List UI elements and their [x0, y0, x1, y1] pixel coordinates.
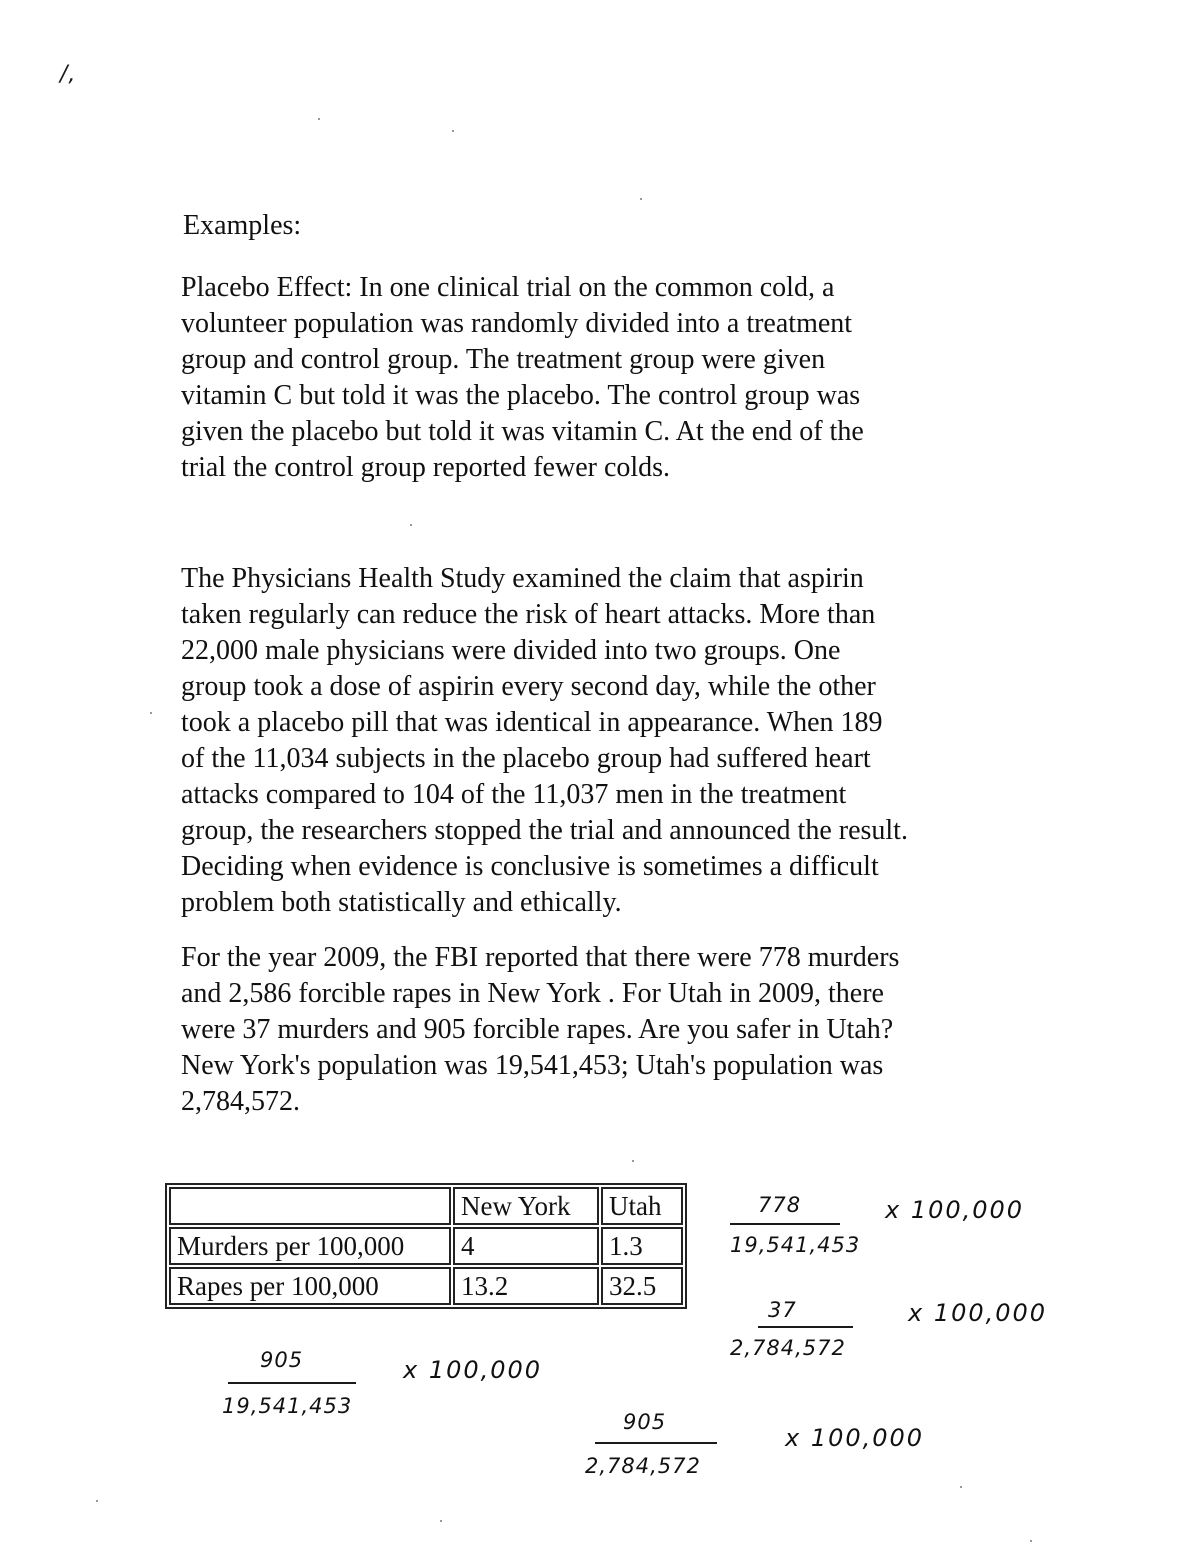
text-line: 2,784,572. [181, 1086, 300, 1117]
text-line: Placebo Effect: In one clinical trial on the common cold, a [181, 272, 835, 303]
scan-speck [318, 118, 320, 120]
page-number-mark: /, [60, 62, 77, 87]
scan-speck [960, 1486, 962, 1488]
crime-rate-table [165, 1183, 687, 1309]
table-cell: 4 [453, 1227, 599, 1265]
text-line: were 37 murders and 905 forcible rapes. Are you safer in Utah? [181, 1014, 894, 1045]
table-header-cell: New York [453, 1187, 599, 1225]
calc-numerator: 905 [623, 1410, 667, 1434]
calc-numerator: 37 [768, 1298, 797, 1322]
text-line: problem both statistically and ethically. [181, 887, 622, 918]
scan-speck [1030, 1540, 1032, 1542]
fbi-crime-paragraph [181, 940, 1001, 1120]
table-cell: Rapes per 100,000 [169, 1267, 451, 1305]
handwritten-calc-utah-rapes [585, 1410, 745, 1490]
scan-speck [96, 1500, 98, 1502]
text-line: The Physicians Health Study examined the claim that aspirin [181, 563, 864, 594]
calc-multiplier: x 100,000 [403, 1356, 543, 1384]
text-line: vitamin C but told it was the placebo. The control group was [181, 380, 861, 411]
table-cell: 13.2 [453, 1267, 599, 1305]
scan-speck [410, 524, 412, 526]
calc-multiplier: x 100,000 [908, 1299, 1048, 1327]
table-cell: 1.3 [601, 1227, 683, 1265]
handwritten-calc-ny-rapes [222, 1348, 382, 1428]
calc-denominator: 2,784,572 [585, 1454, 701, 1478]
fraction-bar [758, 1326, 853, 1328]
handwritten-calc-ny-murders [730, 1193, 861, 1273]
text-line: took a placebo pill that was identical in appearance. When 189 [181, 707, 883, 738]
text-line: taken regularly can reduce the risk of heart attacks. More than [181, 599, 876, 630]
calc-numerator: 778 [758, 1193, 802, 1217]
calc-denominator: 19,541,453 [730, 1233, 861, 1257]
text-line: given the placebo but told it was vitamin C. At the end of the [181, 416, 864, 447]
placebo-effect-paragraph [181, 270, 981, 486]
table-row [169, 1267, 683, 1305]
text-line: Deciding when evidence is conclusive is sometimes a difficult [181, 851, 879, 882]
fraction-bar [595, 1442, 717, 1444]
scan-speck [440, 1520, 442, 1522]
calc-numerator: 905 [260, 1348, 304, 1372]
calc-multiplier: x 100,000 [885, 1196, 1025, 1224]
text-line: group took a dose of aspirin every second day, while the other [181, 671, 876, 702]
text-line: group, the researchers stopped the trial and announced the result. [181, 815, 908, 846]
text-line: 22,000 male physicians were divided into two groups. One [181, 635, 841, 666]
calc-multiplier: x 100,000 [785, 1424, 925, 1452]
table-header-cell [169, 1187, 451, 1225]
fraction-bar [228, 1382, 356, 1384]
scan-speck [150, 712, 152, 714]
table-header-cell: Utah [601, 1187, 683, 1225]
text-line: attacks compared to 104 of the 11,037 men in the treatment [181, 779, 847, 810]
text-line: New York's population was 19,541,453; Utah's population was [181, 1050, 884, 1081]
calc-denominator: 2,784,572 [730, 1336, 846, 1360]
text-line: and 2,586 forcible rapes in New York . For Utah in 2009, there [181, 978, 884, 1009]
fraction-bar [730, 1223, 840, 1225]
physicians-health-study-paragraph [181, 561, 1001, 921]
handwritten-calc-utah-murders [730, 1298, 870, 1368]
text-line: of the 11,034 subjects in the placebo group had suffered heart [181, 743, 871, 774]
table-cell: 32.5 [601, 1267, 683, 1305]
text-line: volunteer population was randomly divided into a treatment [181, 308, 853, 339]
scan-speck [632, 1160, 634, 1162]
table-row [169, 1227, 683, 1265]
calc-denominator: 19,541,453 [222, 1394, 353, 1418]
table-header-row [169, 1187, 683, 1225]
text-line: For the year 2009, the FBI reported that there were 778 murders [181, 942, 900, 973]
scan-speck [640, 198, 642, 200]
examples-heading: Examples: [183, 210, 302, 241]
table-cell: Murders per 100,000 [169, 1227, 451, 1265]
text-line: trial the control group reported fewer colds. [181, 452, 671, 483]
scan-speck [452, 130, 454, 132]
text-line: group and control group. The treatment group were given [181, 344, 826, 375]
